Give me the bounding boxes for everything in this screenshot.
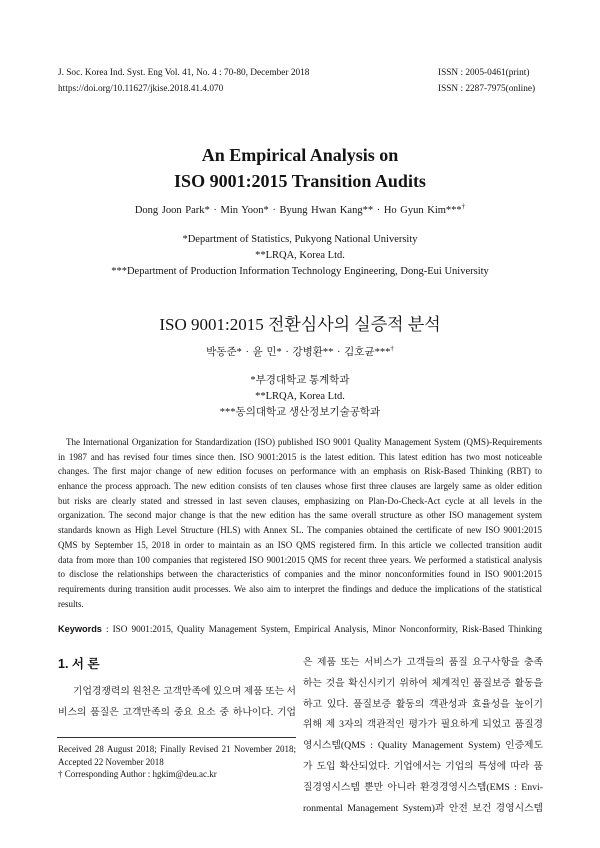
abstract-line: requirements during transition audit processes. We also aim to interpret the findings and deduce the implications of the statistical [58, 583, 542, 594]
keywords-text: : ISO 9001:2015, Quality Management System, Empirical Analysis, Minor Nonconformity, Risk-Based Thinking [106, 624, 542, 634]
journal-citation: J. Soc. Korea Ind. Syst. Eng Vol. 41, No. 4 : 70-80, December 2018 [58, 68, 310, 78]
footnote-line [58, 768, 296, 781]
body-column-right [303, 653, 543, 819]
affiliation-en: ***Department of Production Information Technology Engineering, Dong-Eui University [111, 266, 489, 277]
body-line: 하고 있다. 품질보증 활동의 객관성과 효율성을 높이기 [303, 698, 543, 710]
author-names-en: Dong Joon Park* · Min Yoon* · Byung Hwan Kang** · Ho Gyun Kim*** [134, 205, 462, 216]
body-line: 하는 것을 확신시키기 위하여 체계적인 품질보증 활동을 [303, 677, 543, 689]
title-line: ISO 9001:2015 Transition Audits [174, 171, 426, 191]
body-line: ronmental Management System)과 안전 보건 경영시스템 [303, 802, 543, 814]
title-line: An Empirical Analysis on [201, 145, 399, 165]
keywords [58, 622, 542, 636]
abstract-line: to disclose the relationships between the characteristics of companies and the minor nonconformities found in ISO 9001:2015 [58, 569, 542, 580]
issn-online: ISSN : 2287-7975(online) [438, 84, 536, 94]
body-line: 기업경쟁력의 원천은 고객만족에 있으며 제품 또는 서 [73, 686, 296, 697]
abstract-line: results. [58, 598, 84, 609]
author-names-ko: 박동준* · 윤 민* · 강병환** · 김호균*** [206, 347, 391, 358]
section-heading: 1. 서 론 [58, 657, 100, 671]
keywords-line [58, 622, 542, 636]
paper-title-en [0, 142, 600, 194]
footnote-rule [57, 737, 296, 738]
abstract-line: in 1987 and has revised four times since then. ISO 9001:2015 is the latest edition. This latest edition has two most noticeable [58, 451, 542, 462]
journal-header [58, 65, 309, 97]
corresponding-mark: † [390, 344, 394, 353]
corresponding-author-label: † Corresponding Author : [58, 769, 151, 779]
affiliation-ko: ***동의대학교 생산정보기술공학과 [219, 407, 381, 418]
author-list-ko [0, 346, 600, 360]
footnote-line: Received 28 August 2018; Finally Revised 21 November 2018; [58, 744, 296, 754]
body-line: 가 도입 확산되었다. 기업에서는 기업의 특성에 따라 품 [303, 760, 543, 772]
abstract-line: data from more than 100 companies that registered ISO 9001:2015 QMS for recent three years. We performed a statistical analysis [58, 554, 542, 565]
abstract-line: The International Organization for Standardization (ISO) published ISO 9001 Quality Management System (QMS)-Requirements [66, 437, 542, 447]
affiliations-en [0, 232, 600, 280]
author-list-en [0, 204, 600, 218]
doi-line [58, 81, 309, 97]
affiliation-en: *Department of Statistics, Pukyong National University [182, 234, 418, 245]
abstract-line: standards known as High Level Structure (HLS) with Annex SL. The companies obtained the certificate of new ISO 9001:2015 [58, 525, 542, 536]
keywords-label: Keywords [58, 624, 102, 634]
issn-block [438, 65, 535, 97]
abstract [58, 435, 542, 611]
body-line: 은 제품 또는 서비스가 고객들의 품질 요구사항을 충족 [303, 657, 543, 668]
body-column-left [58, 681, 296, 723]
abstract-line: QMS by September 15, 2018 in order to maintain as an ISO QMS registered firm. In this article we collected transition audit [58, 539, 542, 550]
abstract-line: changes. The first major change of new edition focuses on performance with an emphasis on Risk-Based Thinking (RBT) to [58, 466, 542, 477]
affiliation-ko: *부경대학교 통계학과 [250, 375, 350, 386]
footnote-line: Accepted 22 November 2018 [58, 756, 164, 767]
abstract-line: enhance the process approach. The new edition consists of ten clauses whose first three clauses are largely same as older edition [58, 481, 542, 492]
email-link[interactable]: hgkim@deu.ac.kr [152, 769, 217, 779]
doi-link[interactable]: https://doi.org/10.11627/jkise.2018.41.4.070 [58, 84, 224, 94]
issn-print: ISSN : 2005-0461(print) [438, 68, 530, 78]
body-line: 비스의 품질은 고객만족의 중요 요소 중 하나이다. 기업 [58, 707, 296, 718]
corresponding-mark: † [461, 202, 466, 211]
body-line: 위해 제 3자의 객관적인 평가가 필요하게 되었고 품질경 [303, 719, 543, 731]
affiliation-ko: **LRQA, Korea Ltd. [255, 391, 345, 402]
body-line: 질경영시스템 뿐만 아니라 환경경영시스템(EMS : Envi- [303, 781, 543, 793]
affiliation-en: **LRQA, Korea Ltd. [255, 250, 345, 261]
footnote [58, 743, 296, 781]
paper-title-ko: ISO 9001:2015 전환심사의 실증적 분석 [159, 315, 441, 334]
body-line: 영시스템(QMS : Quality Management System) 인증제도 [303, 740, 543, 752]
abstract-line: organization. The second major change is that the new edition has the same overall structure as other ISO management system [58, 510, 542, 521]
abstract-line: but risks are clearly stated and stressed in last seven clauses, emphasizing on Plan-Do-Check-Act cycle at all levels in the [58, 495, 542, 506]
affiliations-ko [0, 373, 600, 421]
